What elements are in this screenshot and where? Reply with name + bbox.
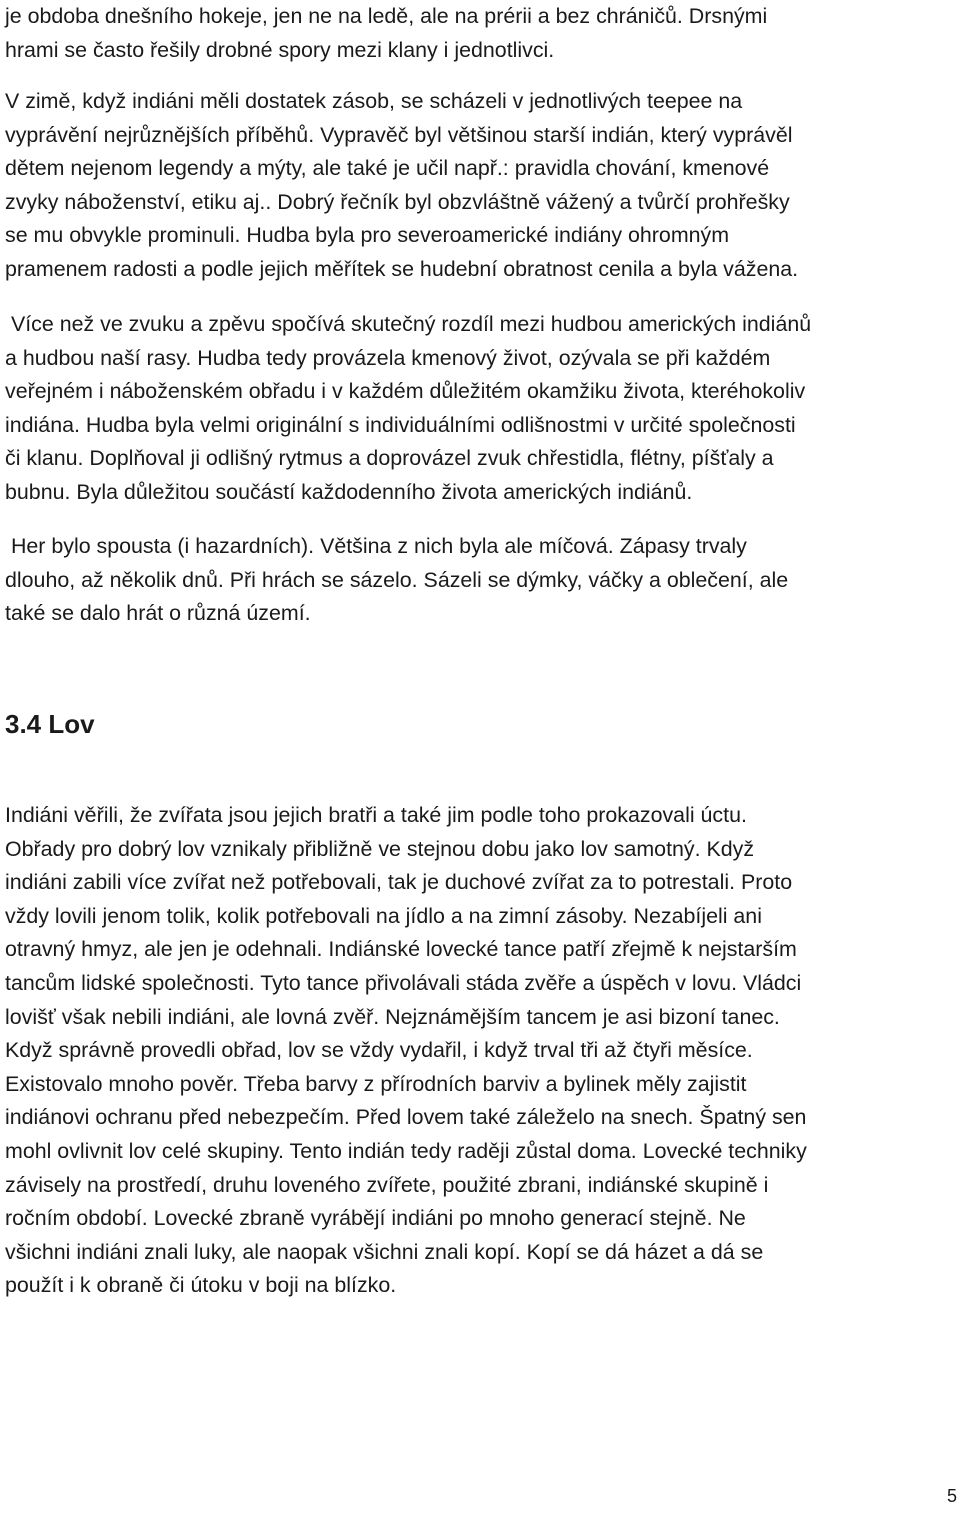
text-line: V zimě, když indiáni měli dostatek zásob, se scházeli v jednotlivých teepee na: [5, 89, 743, 113]
text-line: pramenem radosti a podle jejich měřítek se hudební obratnost cenila a byla vážena.: [5, 256, 799, 281]
text-line: otravný hmyz, ale jen je odehnali. Indiánské lovecké tance patří zřejmě k nejstarším: [5, 937, 797, 962]
text-line: veřejném i náboženském obřadu i v každém důležitém okamžiku života, kteréhokoliv: [5, 379, 806, 404]
text-line: tancům lidské společnosti. Tyto tance přivolávali stáda zvěře a úspěch v lovu. Vládci: [5, 970, 802, 995]
text-line: všichni indiáni znali luky, ale naopak všichni znali kopí. Kopí se dá házet a dá se: [5, 1239, 764, 1264]
text-line: vyprávění nejrůznějších příběhů. Vypravěč byl většinou starší indián, který vyprávěl: [5, 122, 793, 147]
text-line: či klanu. Doplňoval ji odlišný rytmus a doprovázel zvuk chřestidla, flétny, píšťaly a: [5, 446, 774, 471]
page-number: 5: [946, 1486, 957, 1506]
text-line: indiáni zabili více zvířat než potřebovali, tak je duchové zvířat za to potrestali. Proto: [5, 870, 793, 895]
text-line: Indiáni věřili, že zvířata jsou jejich bratři a také jim podle toho prokazovali úctu.: [5, 803, 747, 827]
text-line: zvyky náboženství, etiku aj.. Dobrý řečník byl obzvláštně vážený a tvůrčí prohřešky: [5, 189, 790, 214]
text-line: Více než ve zvuku a zpěvu spočívá skutečný rozdíl mezi hudbou amerických indiánů: [5, 312, 812, 336]
text-line: indiána. Hudba byla velmi originální s individuálními odlišnostmi v určité společnosti: [5, 412, 796, 437]
text-line: se mu obvykle prominuli. Hudba byla pro severoamerické indiány ohromným: [5, 223, 730, 248]
text-line: vždy lovili jenom tolik, kolik potřebovali na jídlo a na zimní zásoby. Nezabíjeli ani: [5, 903, 762, 928]
text-line: použít i k obraně či útoku v boji na blízko.: [5, 1273, 397, 1298]
paragraph-hockey-end: [5, 0, 767, 67]
paragraph-music: [5, 308, 811, 510]
text-line: Her bylo spousta (i hazardních). Většina z nich byla ale míčová. Zápasy trvaly: [5, 534, 747, 558]
text-line: je obdoba dnešního hokeje, jen ne na ledě, ale na prérii a bez chráničů. Drsnými: [5, 4, 768, 28]
text-line: Když správně provedli obřad, lov se vždy vydařil, i když trval tři až čtyři měsíce.: [5, 1038, 753, 1063]
text-line: indiánovi ochranu před nebezpečím. Před lovem také záleželo na snech. Špatný sen: [5, 1105, 807, 1130]
text-line: bubnu. Byla důležitou součástí každodenního života amerických indiánů.: [5, 479, 693, 504]
text-line: dětem nejenom legendy a mýty, ale také je učil např.: pravidla chování, kmenové: [5, 156, 770, 181]
section-heading: 3.4 Lov: [5, 709, 95, 739]
text-line: lovišť však nebili indiáni, ale lovná zvěř. Nejznámějším tancem je asi bizoní tanec.: [5, 1004, 780, 1029]
paragraph-games: [5, 530, 788, 631]
text-line: Obřady pro dobrý lov vznikaly přibližně ve stejnou dobu jako lov samotný. Když: [5, 836, 755, 861]
text-line: závisely na prostředí, druhu loveného zvířete, použité zbrani, indiánské skupině i: [5, 1172, 769, 1197]
text-line: a hudbou naší rasy. Hudba tedy provázela kmenový život, ozývala se při každém: [5, 345, 771, 370]
text-line: ročním období. Lovecké zbraně vyrábějí indiáni po mnoho generací stejně. Ne: [5, 1206, 746, 1231]
text-line: hrami se často řešily drobné spory mezi klany i jednotlivci.: [5, 37, 555, 62]
text-line: dlouho, až několik dnů. Při hrách se sázelo. Sázeli se dýmky, váčky a oblečení, ale: [5, 567, 789, 592]
text-line: Existovalo mnoho pověr. Třeba barvy z přírodních barviv a bylinek měly zajistit: [5, 1071, 747, 1096]
paragraph-hunting: [5, 799, 807, 1303]
text-line: také se dalo hrát o různá území.: [5, 601, 311, 626]
paragraph-storytelling: [5, 85, 798, 287]
text-line: mohl ovlivnit lov celé skupiny. Tento indián tedy raději zůstal doma. Lovecké techniky: [5, 1138, 807, 1163]
